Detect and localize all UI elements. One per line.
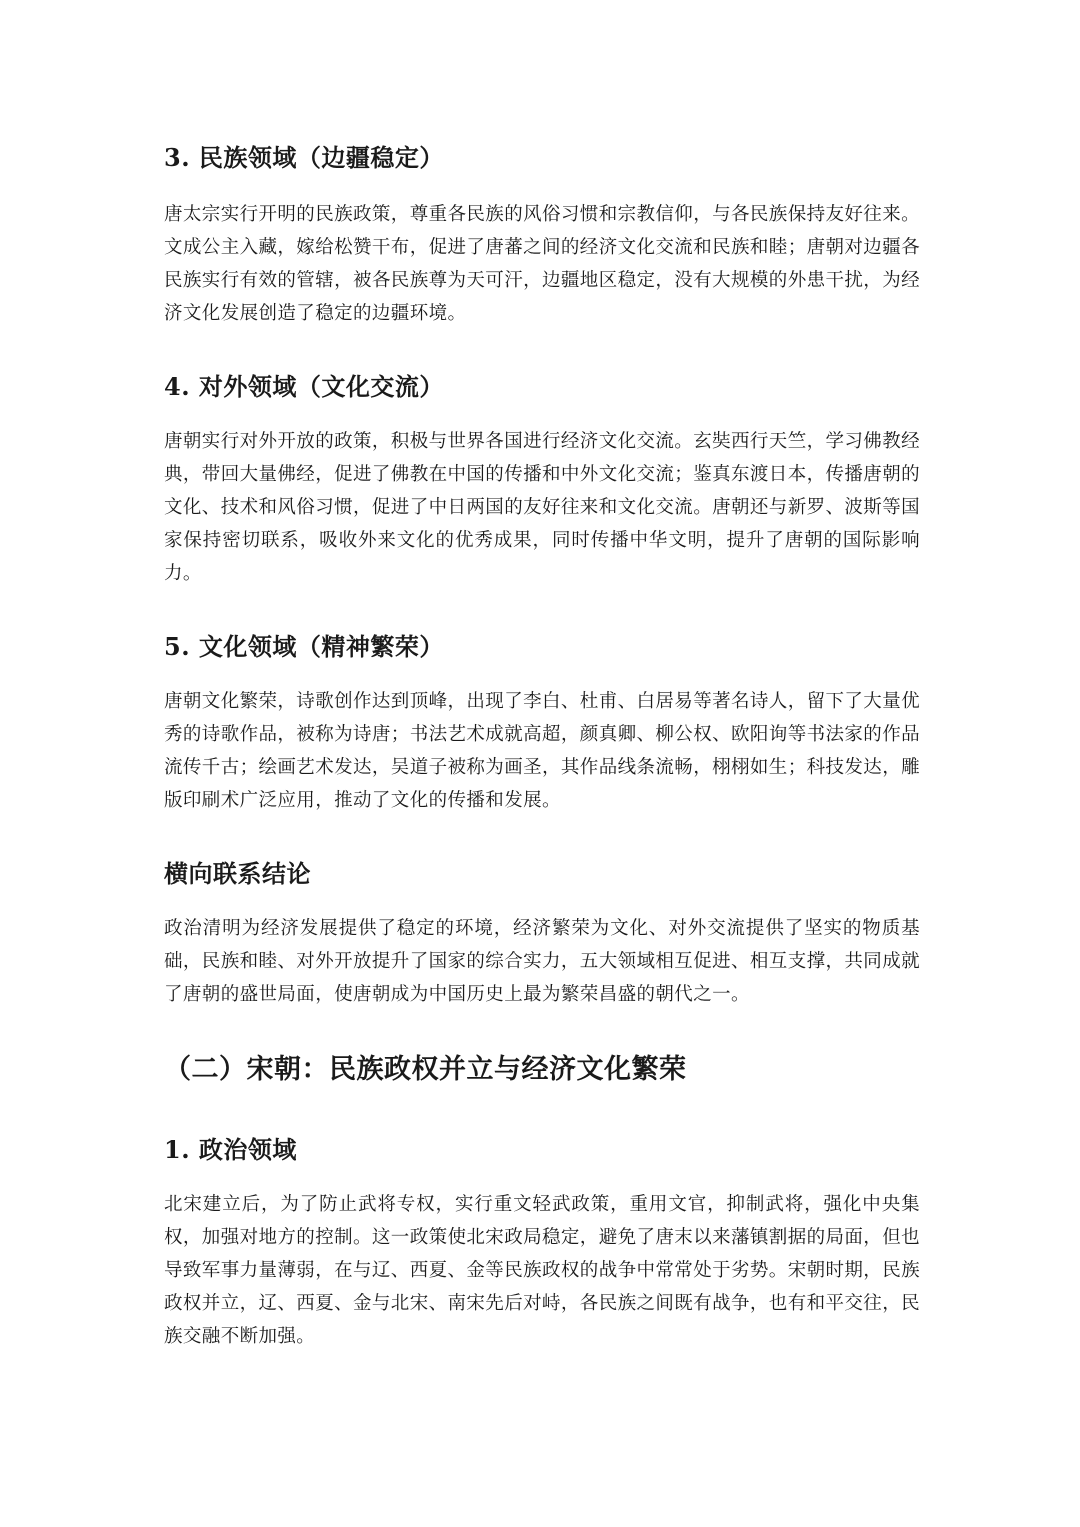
section-heading-ethnic: 3. 民族领域（边疆稳定）: [164, 143, 444, 172]
section-heading-song-politics: 1. 政治领域: [164, 1135, 297, 1164]
paragraph-conclusion: 政治清明为经济发展提供了稳定的环境，经济繁荣为文化、对外交流提供了坚实的物质基础，民族和睦、对外开放提升了国家的综合实力，五大领域相互促进、相互支撑，共同成就了唐朝的盛世局面，使唐朝成为中国历史上最为繁荣昌盛的朝代之一。: [164, 918, 921, 1005]
section-heading-foreign: 4. 对外领域（文化交流）: [164, 372, 444, 401]
section-heading-conclusion: 横向联系结论: [164, 859, 311, 888]
paragraph-song-politics: 北宋建立后，为了防止武将专权，实行重文轻武政策，重用文官，抑制武将，强化中央集权，加强对地方的控制。这一政策使北宋政局稳定，避免了唐末以来藩镇割据的局面，但也导致军事力量薄弱，在与辽、西夏、金等民族政权的战争中常常处于劣势。宋朝时期，民族政权并立，辽、西夏、金与北宋、南宋先后对峙，各民族之间既有战争，也有和平交往，民族交融不断加强。: [164, 1194, 921, 1347]
paragraph-foreign: 唐朝实行对外开放的政策，积极与世界各国进行经济文化交流。玄奘西行天竺，学习佛教经典，带回大量佛经，促进了佛教在中国的传播和中外文化交流；鉴真东渡日本，传播唐朝的文化、技术和风俗习惯，促进了中日两国的友好往来和文化交流。唐朝还与新罗、波斯等国家保持密切联系，吸收外来文化的优秀成果，同时传播中华文明，提升了唐朝的国际影响力。: [164, 431, 921, 584]
paragraph-ethnic: 唐太宗实行开明的民族政策，尊重各民族的风俗习惯和宗教信仰，与各民族保持友好往来。文成公主入藏，嫁给松赞干布，促进了唐蕃之间的经济文化交流和民族和睦；唐朝对边疆各民族实行有效的管辖，被各民族尊为天可汗，边疆地区稳定，没有大规模的外患干扰，为经济文化发展创造了稳定的边疆环境。: [164, 204, 921, 324]
section-heading-culture: 5. 文化领域（精神繁荣）: [164, 632, 444, 661]
paragraph-culture: 唐朝文化繁荣，诗歌创作达到顶峰，出现了李白、杜甫、白居易等著名诗人，留下了大量优秀的诗歌作品，被称为诗唐；书法艺术成就高超，颜真卿、柳公权、欧阳询等书法家的作品流传千古；绘画艺术发达，吴道子被称为画圣，其作品线条流畅，栩栩如生；科技发达，雕版印刷术广泛应用，推动了文化的传播和发展。: [164, 691, 921, 811]
chapter-heading-song: （二）宋朝：民族政权并立与经济文化繁荣: [164, 1054, 687, 1085]
